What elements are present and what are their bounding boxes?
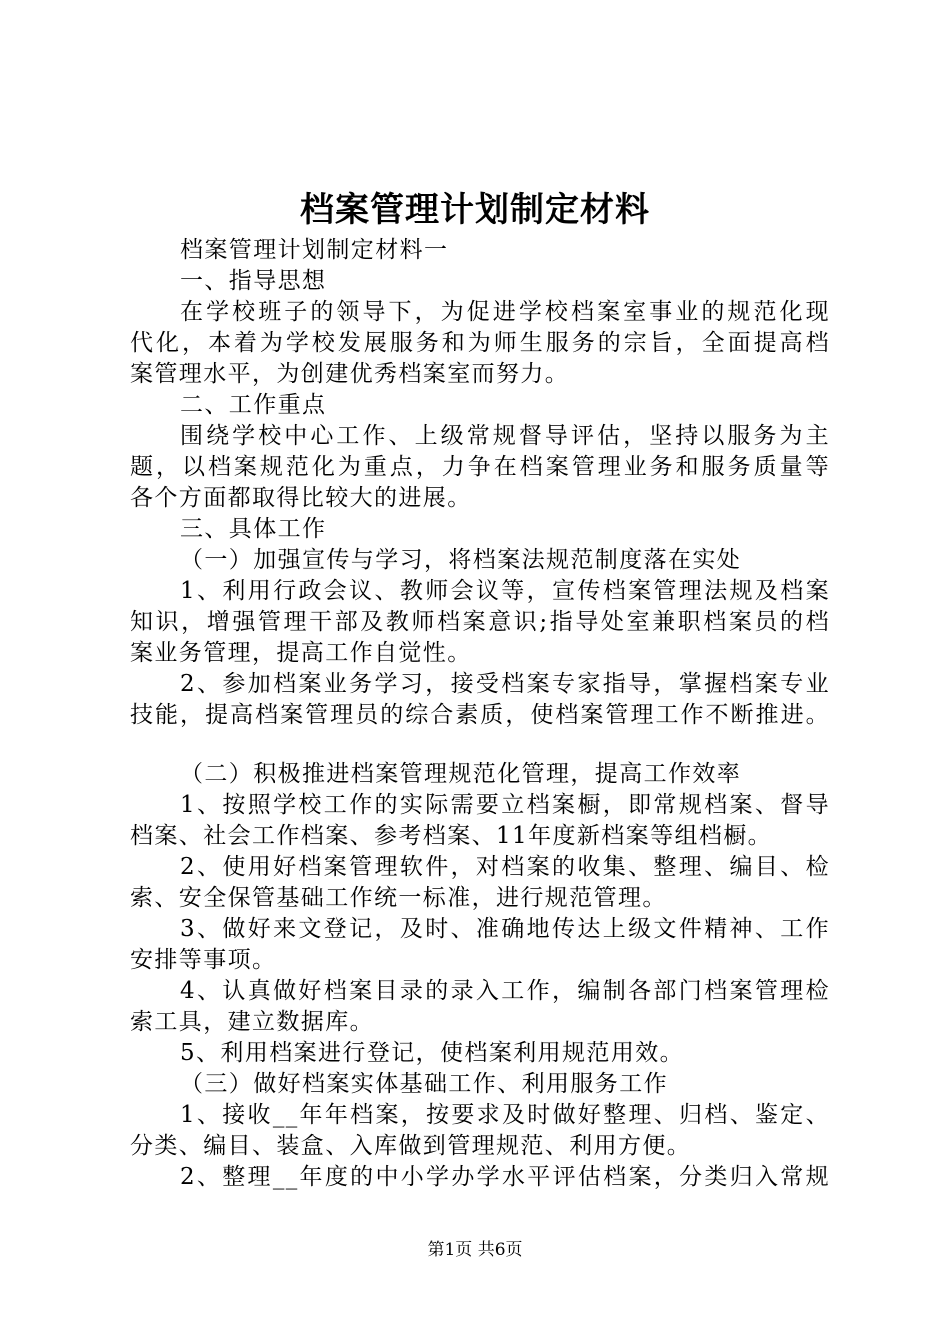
text-line: 安排等事项。	[130, 947, 277, 973]
text-line: 档案、社会工作档案、参考档案、11年度新档案等组档橱。	[130, 823, 773, 849]
paragraph-spacer	[130, 731, 830, 759]
text-line: 各个方面都取得比较大的进展。	[130, 485, 472, 511]
text-line: 2、使用好档案管理软件，对档案的收集、整理、编目、检	[180, 854, 830, 880]
text-line: 围绕学校中心工作、上级常规督导评估，坚持以服务为主	[180, 423, 830, 449]
text-line: 在学校班子的领导下，为促进学校档案室事业的规范化现	[180, 299, 830, 325]
text-line: 5、利用档案进行登记，使档案利用规范用效。	[180, 1040, 685, 1066]
text-line: 一、指导思想	[180, 268, 327, 294]
text-line: 案业务管理，提高工作自觉性。	[130, 640, 472, 666]
text-line: 1、利用行政会议、教师会议等，宣传档案管理法规及档案	[180, 578, 830, 604]
document-title: 档案管理计划制定材料	[300, 190, 650, 230]
text-line: 3、做好来文登记，及时、准确地传达上级文件精神、工作	[180, 916, 830, 942]
text-line: 档案管理计划制定材料一	[180, 237, 449, 263]
text-line: 二、工作重点	[180, 392, 327, 418]
text-line: 案管理水平，为创建优秀档案室而努力。	[130, 361, 570, 387]
text-line: 4、认真做好档案目录的录入工作，编制各部门档案管理检	[180, 978, 830, 1004]
text-line: 分类、编目、装盒、入库做到管理规范、利用方便。	[130, 1133, 692, 1159]
text-line: 题，以档案规范化为重点，力争在档案管理业务和服务质量等	[130, 454, 830, 480]
text-line: 索、安全保管基础工作统一标准，进行规范管理。	[130, 885, 667, 911]
page-footer: 第1页 共6页	[427, 1240, 523, 1260]
text-line: 技能，提高档案管理员的综合素质，使档案管理工作不断推进。	[130, 702, 830, 728]
text-line: （二）积极推进档案管理规范化管理，提高工作效率	[180, 761, 742, 787]
text-line: 2、整理__年度的中小学办学水平评估档案，分类归入常规	[180, 1164, 830, 1190]
text-line: 代化，本着为学校发展服务和为师生服务的宗旨，全面提高档	[130, 330, 830, 356]
text-line: 索工具，建立数据库。	[130, 1009, 374, 1035]
text-line: 三、具体工作	[180, 516, 327, 542]
text-line: 1、接收__年年档案，按要求及时做好整理、归档、鉴定、	[180, 1102, 830, 1128]
text-line: 2、参加档案业务学习，接受档案专家指导，掌握档案专业	[180, 671, 830, 697]
text-line: 1、按照学校工作的实际需要立档案橱，即常规档案、督导	[180, 792, 830, 818]
text-line: 知识，增强管理干部及教师档案意识;指导处室兼职档案员的档	[130, 609, 830, 635]
text-line: （三）做好档案实体基础工作、利用服务工作	[180, 1071, 668, 1097]
text-line: （一）加强宣传与学习，将档案法规范制度落在实处	[180, 547, 742, 573]
document-body	[130, 235, 830, 1193]
